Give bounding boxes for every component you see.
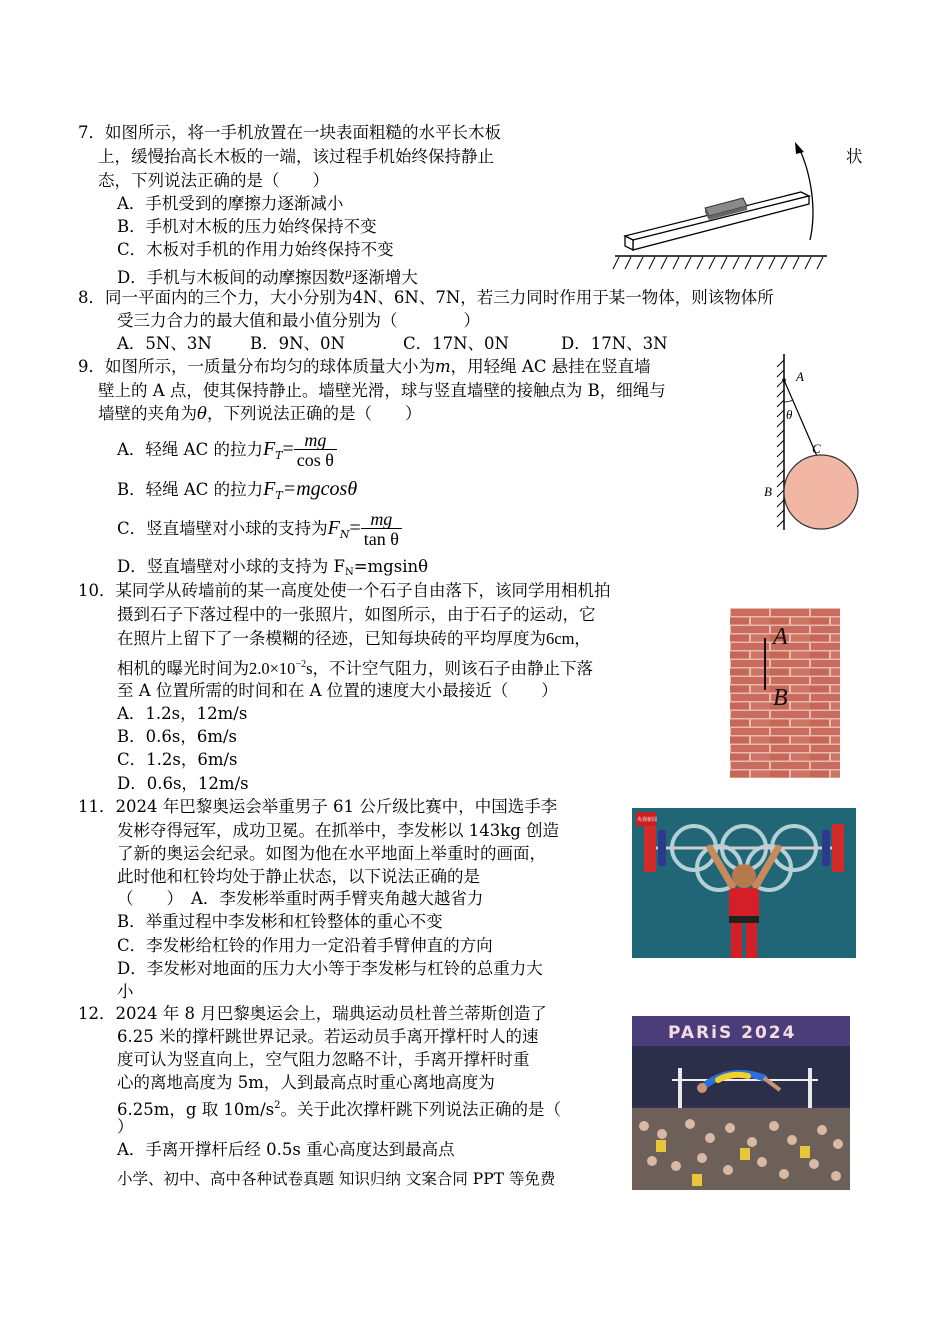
- q12-stem-line3: 度可认为竖直向上，空气阻力忽略不计，手离开撑杆时重: [117, 1050, 530, 1069]
- q10-option-a: A．1.2s，12m/s: [117, 704, 248, 723]
- q10-stem-line4-post: ，不计空气阻力，则该石子由静止下落: [312, 659, 593, 678]
- q9-option-c-denominator: tan θ: [361, 528, 402, 549]
- q11-option-c: C．李发彬给杠铃的作用力一定沿着手臂伸直的方向: [117, 936, 493, 955]
- q11-option-a: A．李发彬举重时两手臂夹角越大越省力: [191, 889, 484, 908]
- q9-stem-line3-post: ，下列说法正确的是（ ）: [206, 404, 422, 423]
- q10-brick-wall-figure: [730, 608, 840, 778]
- q9-stem-line3: [98, 403, 421, 425]
- q8-option-a: A．5N、3N: [117, 334, 212, 353]
- q7-option-a: A．手机受到的摩擦力逐渐减小: [117, 194, 344, 213]
- q9-mass-symbol: m: [435, 357, 451, 376]
- footer-note: 小学、初中、高中各种试卷真题 知识归纳 文案合同 PPT 等免费: [117, 1170, 556, 1188]
- q9-option-a-denominator: cos θ: [294, 449, 337, 470]
- q10-stem-line4-pre: 相机的曝光时间为: [117, 659, 249, 678]
- q10-fig-label-a: A: [773, 624, 788, 650]
- q7-option-d-post: 逐渐增大: [351, 268, 418, 287]
- q9-fig-label-c: C: [812, 441, 821, 456]
- q10-stem-line5: 至 A 位置所需的时间和在 A 位置的速度大小最接近（ ）: [117, 681, 558, 700]
- q7-stem-line2-tail: 状: [846, 147, 863, 166]
- q10-stem-line4: [117, 654, 593, 680]
- q7-stem-line2: 上，缓慢抬高长木板的一端，该过程手机始终保持静止: [98, 147, 494, 166]
- q9-stem-line1-post: ，用轻绳 AC 悬挂在竖直墙: [450, 357, 651, 376]
- q7-incline-figure: [605, 140, 830, 275]
- q11-stem-line3: 了新的奥运会纪录。如图为他在水平地面上举重时的画面，: [117, 844, 546, 863]
- q8-option-d: D．17N、3N: [561, 334, 668, 353]
- q10-stem-line3-pre: 在照片上留下了一条模糊的径迹，已知每块砖的平均厚度为: [117, 629, 546, 648]
- q9-fig-label-theta: θ: [786, 407, 793, 422]
- q12-stem-line5: [117, 1095, 561, 1121]
- q9-stem-line1-pre: 9．如图所示，一质量分布均匀的球体质量大小为: [78, 357, 435, 376]
- q10-stem-line1: 10．某同学从砖墙前的某一高度处使一个石子自由落下，该同学用相机拍: [78, 581, 611, 600]
- q8-option-b: B．9N、0N: [250, 334, 345, 353]
- q9-option-b-pre: B．轻绳 AC 的拉力: [117, 480, 264, 499]
- q9-option-d-sub: N: [344, 567, 354, 578]
- q9-option-c-pre: C．竖直墙壁对小球的支持为: [117, 519, 328, 538]
- q7-option-b: B．手机对木板的压力始终保持不变: [117, 217, 377, 236]
- q9-option-a-pre: A．轻绳 AC 的拉力: [117, 440, 263, 459]
- q12-pole-vault-photo: [632, 1016, 850, 1190]
- q11-stem-line4: 此时他和杠铃均处于静止状态，以下说法正确的是: [117, 867, 480, 886]
- q9-stem-line3-pre: 墙壁的夹角为: [98, 404, 197, 423]
- q11-stem-line2: 发彬夺得冠军，成功卫冕。在抓举中，李发彬以 143kg 创造: [117, 821, 560, 840]
- q9-option-a: [117, 427, 337, 478]
- q11-stem-line1: 11．2024 年巴黎奥运会举重男子 61 公斤级比赛中，中国选手李: [78, 797, 558, 816]
- q9-option-a-var: F: [262, 438, 276, 460]
- q7-option-d-pre: D．手机与木板间的动摩擦因数: [117, 268, 345, 287]
- q9-fig-label-b: B: [764, 484, 772, 499]
- q9-option-c-eq: =: [349, 517, 361, 539]
- q9-option-c-fraction: [361, 510, 402, 549]
- q8-option-c: C．17N、0N: [403, 334, 509, 353]
- q7-option-c: C．木板对手机的作用力始终保持不变: [117, 240, 394, 259]
- q10-exposure-exponent: −2: [295, 659, 307, 670]
- q11-answer-paren: （ ）: [117, 889, 183, 908]
- q9-stem-line2: 壁上的 A 点，使其保持静止。墙壁光滑，球与竖直墙壁的接触点为 B，细绳与: [98, 381, 666, 400]
- q9-option-a-sub: T: [275, 449, 283, 462]
- q10-exposure-unit: s: [306, 659, 313, 678]
- q7-option-d: [117, 263, 418, 289]
- q10-option-c: C．1.2s，6m/s: [117, 750, 238, 769]
- q9-option-c-sub: N: [339, 528, 350, 541]
- q9-option-d-post: =mgsinθ: [353, 557, 429, 576]
- q8-stem-line1: 8．同一平面内的三个力，大小分别为4N、6N、7N，若三力同时作用于某一物体，则该物体所: [78, 288, 774, 307]
- q7-stem-line3: 态，下列说法正确的是（ ）: [98, 171, 329, 190]
- q12-stem-line6: ）: [117, 1117, 134, 1136]
- q10-option-b: B．0.6s，6m/s: [117, 727, 238, 746]
- q7-mu-symbol: μ: [344, 267, 352, 280]
- q10-stem-line3: [117, 628, 591, 650]
- q10-exposure-value: 2.0×10: [249, 659, 296, 678]
- q10-stem-line2: 摄到石子下落过程中的一张照片，如图所示，由于石子的运动，它: [117, 605, 596, 624]
- q9-option-c: [117, 506, 402, 557]
- q12-stem-line5-pre: 6.25m，g 取 10m/s: [117, 1100, 275, 1119]
- q10-option-d: D．0.6s，12m/s: [117, 774, 249, 793]
- q12-stem-line2: 6.25 米的撑杆跳世界记录。若运动员手离开撑杆时人的速: [117, 1027, 539, 1046]
- q9-option-a-eq: =: [282, 438, 294, 460]
- q11-option-b: B．举重过程中李发彬和杠铃整体的重心不变: [117, 912, 443, 931]
- q7-stem-line1: 7．如图所示，将一手机放置在一块表面粗糙的水平长木板: [78, 123, 501, 142]
- q12-stem-line5-post: 。关于此次撑杆跳下列说法正确的是（: [280, 1100, 561, 1119]
- q9-option-b-var: F: [263, 478, 276, 500]
- q10-fig-label-b: B: [773, 685, 788, 711]
- q9-option-a-numerator: mg: [304, 430, 327, 450]
- q9-option-a-fraction: [294, 431, 337, 470]
- q9-option-d-pre: D．竖直墙壁对小球的支持为 F: [117, 557, 345, 576]
- q12-stem-line1: 12．2024 年 8 月巴黎奥运会上，瑞典运动员杜普兰蒂斯创造了: [78, 1004, 547, 1023]
- q9-fig-label-a: A: [796, 369, 804, 384]
- q10-brick-thickness: 6cm: [546, 629, 575, 648]
- q11-option-d-line2: 小: [117, 982, 134, 1001]
- q9-theta-symbol: θ: [197, 404, 207, 423]
- q9-option-b: [117, 478, 357, 507]
- q9-option-c-var: F: [327, 517, 340, 539]
- q12-option-a: A．手离开撑杆后经 0.5s 重心高度达到最高点: [117, 1140, 455, 1159]
- q11-stem-line5: [117, 888, 483, 910]
- q9-option-b-sub: T: [275, 489, 283, 502]
- q11-weightlifter-photo: [632, 808, 856, 958]
- q8-stem-line2: 受三力合力的最大值和最小值分别为（ ）: [117, 311, 480, 330]
- q12-photo-banner: PARiS 2024: [668, 1023, 797, 1043]
- q10-stem-line3-post: ，: [574, 629, 591, 648]
- q11-option-d-line1: D．李发彬对地面的压力大小等于李发彬与杠铃的总重力大: [117, 959, 543, 978]
- q12-gravity-exponent: 2: [274, 1100, 281, 1111]
- q12-stem-line4: 心的离地高度为 5m，人到最高点时重心离地高度为: [117, 1073, 495, 1092]
- q9-option-c-numerator: mg: [370, 509, 393, 529]
- q9-stem-line1: [78, 356, 651, 378]
- q9-wall-ball-figure: [760, 350, 870, 535]
- q9-option-b-expr: =mgcosθ: [282, 478, 358, 500]
- q11-photo-logo: 央视新闻: [637, 817, 658, 823]
